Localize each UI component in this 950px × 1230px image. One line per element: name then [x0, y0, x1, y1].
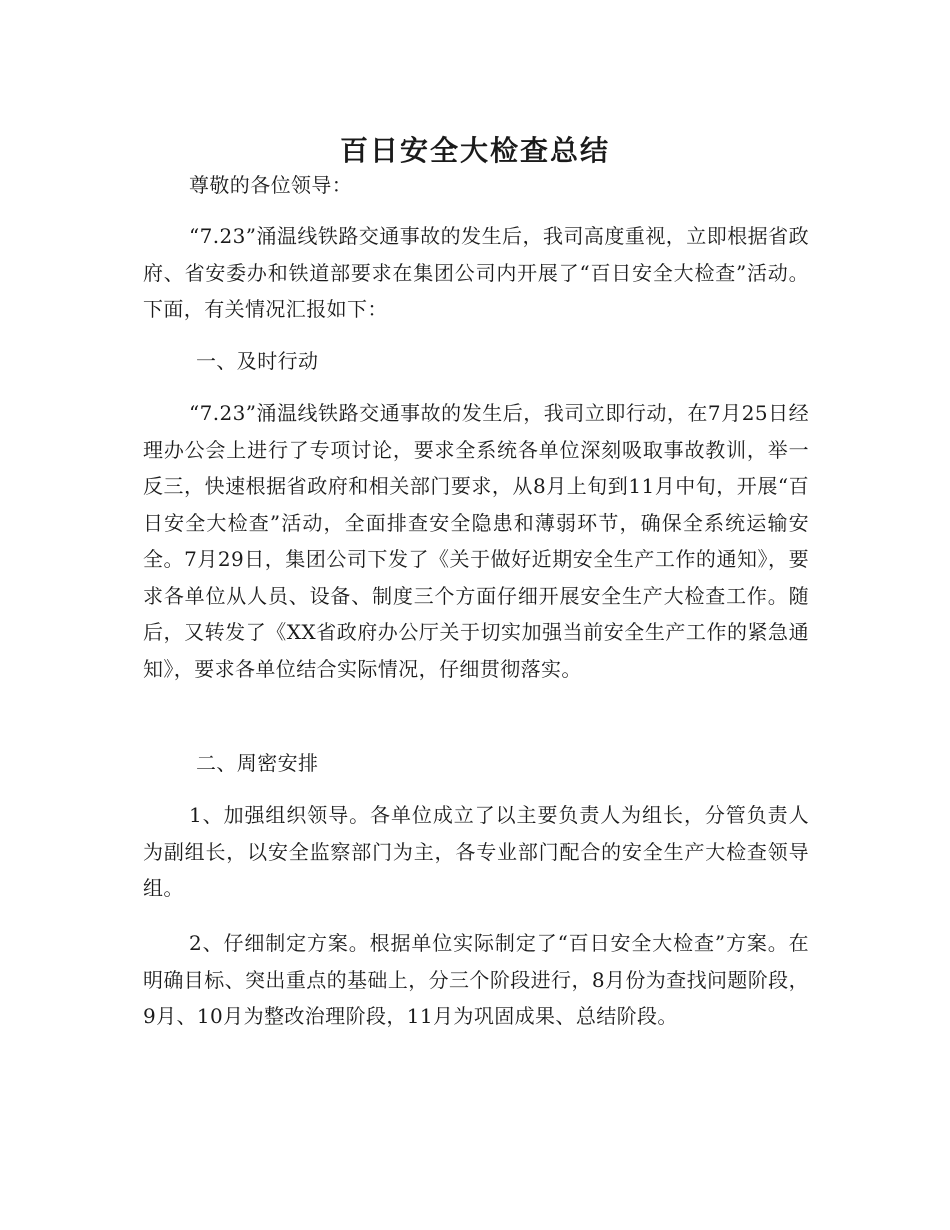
- item-1-paragraph: 1、加强组织领导。各单位成立了以主要负责人为组长，分管负责人为副组长，以安全监察部门为主，各专业部门配合的安全生产大检查领导组。: [143, 803, 809, 900]
- section-1-paragraph: “7.23”涌温线铁路交通事故的发生后，我司立即行动，在7月25日经理办公会上进行了专项讨论，要求全系统各单位深刻吸取事故教训，举一反三，快速根据省政府和相关部门要求，从8月上旬到11月中旬，开展“百日安全大检查”活动，全面排查安全隐患和薄弱环节，确保全系统运输安全。7月29日，集团公司下发了《关于做好近期安全生产工作的通知》，要求各单位从人员、设备、制度三个方面仔细开展安全生产大检查工作。随后，又转发了《XX省政府办公厅关于切实加强当前安全生产工作的紧急通知》，要求各单位结合实际情况，仔细贯彻落实。: [143, 401, 809, 681]
- item-2-paragraph: 2、仔细制定方案。根据单位实际制定了“百日安全大检查”方案。在明确目标、突出重点的基础上，分三个阶段进行，8月份为查找问题阶段，9月、10月为整改治理阶段，11月为巩固成果、总结阶段。: [143, 931, 809, 1028]
- section-heading-2: 二、周密安排: [196, 751, 319, 775]
- section-heading-1: 一、及时行动: [196, 349, 319, 373]
- document-title: 百日安全大检查总结: [339, 133, 610, 167]
- intro-paragraph: “7.23”涌温线铁路交通事故的发生后，我司高度重视，立即根据省政府、省安委办和铁道部要求在集团公司内开展了“百日安全大检查”活动。下面，有关情况汇报如下：: [143, 224, 809, 321]
- salutation: 尊敬的各位领导：: [189, 173, 353, 197]
